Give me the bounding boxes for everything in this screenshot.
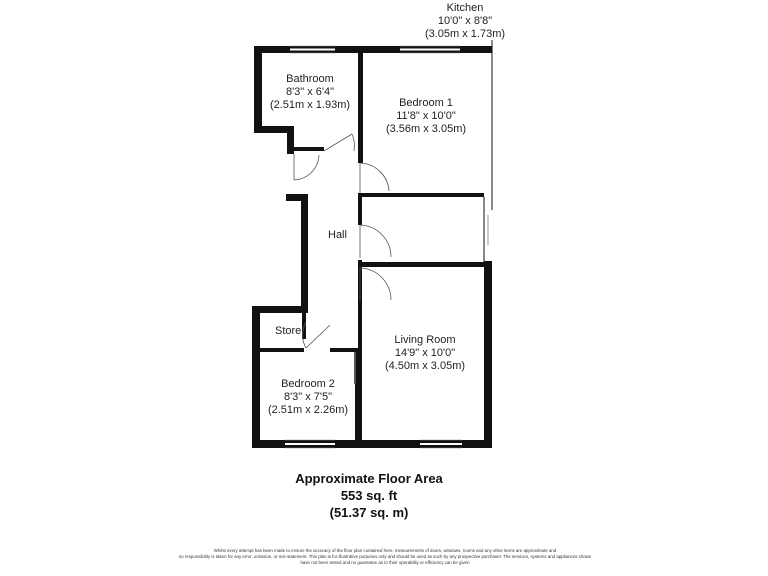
living-room-label [366,334,484,373]
bathroom-label [262,73,358,112]
bathroom-imperial: 8'3" x 6'4" [285,86,335,98]
bathroom-metric: (2.51m x 1.93m) [269,99,351,111]
kitchen-edge [484,40,492,262]
bedroom2-imperial: 8'3" x 7'5" [283,391,333,403]
bedroom1-imperial: 11'8" x 10'0" [396,110,456,122]
kitchen-label [410,2,520,41]
floor-area-sqft: 553 sq. ft [340,488,398,503]
bedroom2-label [260,378,356,417]
disclaimer-line-3: have not been tested and no guarantee as to their operability or efficiency can be given [300,560,470,565]
disclaimer [160,548,610,566]
kitchen-imperial: 10'0" x 8'8" [437,15,493,27]
bedroom2-name: Bedroom 2 [281,378,335,390]
bathroom-name: Bathroom [286,73,334,85]
store-label: Store [275,325,302,337]
floor-area-sqm: (51.37 sq. m) [329,505,409,520]
floor-area-title: Approximate Floor Area [295,471,443,486]
living-room-metric: (4.50m x 3.05m) [384,360,466,372]
bedroom2-metric: (2.51m x 2.26m) [267,404,349,416]
bedroom1-name: Bedroom 1 [399,97,453,109]
kitchen-name: Kitchen [446,2,484,14]
disclaimer-line-1: Whilst every attempt has been made to ensure the accuracy of the floor plan contained here, measurements of doors, windows, rooms and any other items are approximate and [213,548,557,553]
floor-area-summary [0,470,738,521]
living-room-name: Living Room [394,334,456,346]
hall-label: Hall [328,229,347,241]
bedroom1-label [368,97,484,136]
disclaimer-line-2: no responsibility is taken for any error, omission, or mis-statement. This plan is for illustrative purposes only and should be used as such by any prospective purchaser. The services, systems and appliances shown [178,554,592,559]
kitchen-metric: (3.05m x 1.73m) [424,28,506,40]
bedroom1-metric: (3.56m x 3.05m) [385,123,467,135]
living-room-imperial: 14'9" x 10'0" [394,347,456,359]
